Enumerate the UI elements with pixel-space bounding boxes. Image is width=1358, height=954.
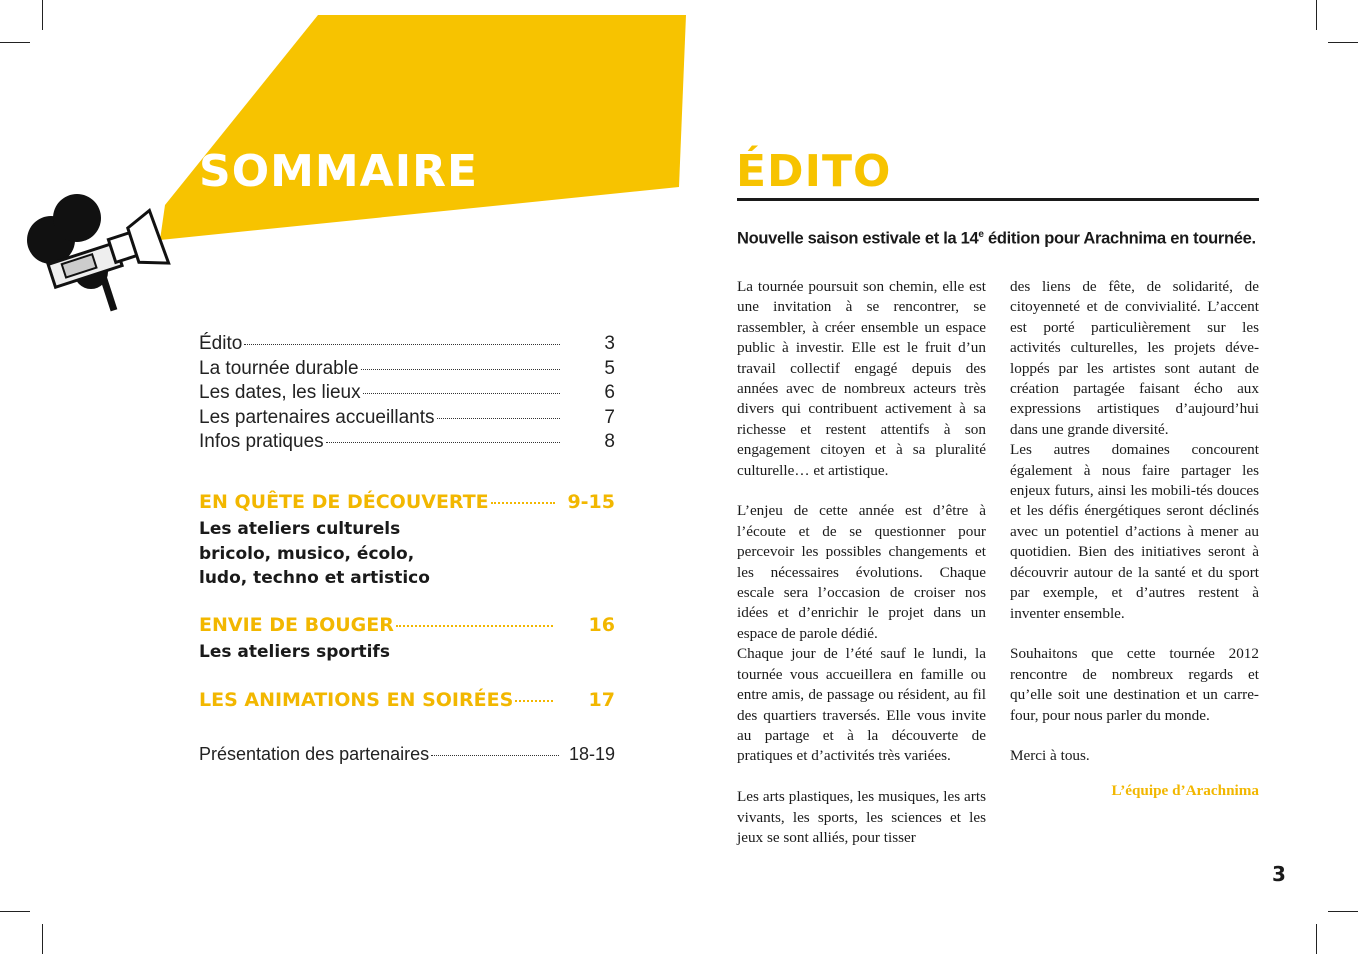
dot-leader — [515, 700, 552, 702]
dot-leader — [396, 625, 553, 627]
edito-column-left — [737, 277, 986, 848]
edito-title: ÉDITO — [736, 146, 892, 197]
toc-entry-label: Les partenaires accueillants — [199, 406, 435, 428]
dot-leader — [361, 369, 561, 370]
sommaire-title: SOMMAIRE — [199, 146, 479, 197]
lead-text: édition pour Arachnima en tournée. — [983, 229, 1256, 248]
lead-text: Nouvelle saison estivale et la 14 — [737, 229, 979, 248]
toc-entry-label: Les dates, les lieux — [199, 382, 361, 403]
toc-entry-label: Présentation des partenaires — [199, 744, 430, 764]
section-subtitle: bricolo, musico, écolo, — [199, 543, 415, 564]
paragraph: Chaque jour de l’été sauf le lundi, la tournée vous accueillera en famille ou entre amis, de passage ou résident, au fil des quartiers traversés. Elle vous invite au partage et à la découverte de pratiques et d’activités très variées. — [737, 645, 986, 765]
section-pages: 17 — [588, 689, 615, 711]
crop-mark — [0, 911, 30, 912]
toc-entry-page: 6 — [604, 382, 615, 403]
edito-lead — [737, 229, 1267, 249]
toc-entry-label: Édito — [199, 333, 243, 354]
toc-entry-page: 7 — [604, 406, 615, 428]
toc-section — [199, 491, 615, 591]
toc-entry-page: 5 — [604, 357, 615, 379]
paragraph: La tournée poursuit son chemin, elle est une invitation à se rencontrer, se rassembler, à créer ensemble un espace public à investir. Elle est le fruit d’un travail collectif engagé depuis des années avec de nombreux acteurs très divers qui contribuent activement à sa richesse et restent attentifs à son engagement citoyen et à sa pluralité culturelle… et artistique. — [737, 278, 986, 479]
paragraph-gap — [737, 481, 986, 501]
section-subtitle: ludo, techno et artistico — [199, 568, 430, 588]
dot-leader — [431, 755, 559, 756]
toc-entry[interactable] — [199, 382, 615, 407]
paragraph: Souhaitons que cette tournée 2012 rencontre de nombreux regards et qu’elle soit une destination et un carre-four, pour nous parler du monde. — [1010, 645, 1259, 724]
paragraph: Merci à tous. — [1010, 747, 1090, 765]
dot-leader — [244, 344, 560, 345]
toc-entry[interactable] — [199, 407, 615, 432]
signature: L’équipe d’Arachnima — [1111, 781, 1259, 799]
paragraph-gap — [1010, 624, 1259, 644]
toc-entry-label: Infos pratiques — [199, 431, 324, 452]
dot-leader — [326, 442, 561, 443]
toc-entry[interactable] — [199, 358, 615, 383]
section-title: LES ANIMATIONS EN SOIRÉES — [199, 689, 514, 711]
crop-mark — [1316, 0, 1317, 30]
section-title: ENVIE DE BOUGER — [199, 614, 394, 636]
toc-entry-label: La tournée durable — [199, 357, 359, 379]
toc-entry[interactable] — [199, 744, 615, 765]
paragraph-gap — [1010, 726, 1259, 746]
crop-mark — [1328, 42, 1358, 43]
section-title: EN QUÊTE DE DÉCOUVERTE — [199, 491, 489, 513]
crop-mark — [1316, 924, 1317, 954]
toc-entry-page: 18-19 — [568, 744, 615, 764]
toc-section — [199, 614, 615, 665]
section-pages: 9-15 — [567, 491, 615, 513]
toc-entry-page: 3 — [604, 333, 615, 354]
paragraph: L’enjeu de cette année est d’être à l’écoute et de se questionner pour percevoir les possibles changements et les nécessaires évolutions. Chaque escale sera l’occasion de croiser nos idées et d’enrichir le projet dans un espace de parole dédié. — [737, 502, 986, 642]
ordinal-suffix: e — [978, 229, 984, 240]
movie-camera-icon — [24, 190, 174, 320]
section-subtitle: Les ateliers culturels — [199, 519, 401, 539]
table-of-contents — [199, 333, 615, 456]
toc-entry-page: 8 — [604, 431, 615, 452]
title-rule — [737, 198, 1259, 201]
toc-section-heading[interactable] — [199, 491, 615, 517]
crop-mark — [1328, 911, 1358, 912]
section-subtitle: Les ateliers sportifs — [199, 642, 390, 662]
paragraph: Les arts plastiques, les musiques, les arts vivants, les sports, les sciences et les jeux se sont alliés, pour tisser — [737, 788, 986, 846]
toc-entry[interactable] — [199, 333, 615, 358]
edito-column-right — [1010, 277, 1259, 801]
paragraph: Les autres domaines concourent également à nous faire partager les enjeux futurs, ainsi les mobili-tés douces et les défis énergétiques seront déclinés avec un potentiel d’actions à mener au quotidien. Bien des initiatives seront à découvrir autour de la santé et du sport par exemple, et d’autres restent à inventer ensemble. — [1010, 441, 1259, 622]
toc-section-heading[interactable] — [199, 614, 615, 640]
dot-leader — [491, 502, 556, 504]
section-pages: 16 — [588, 614, 615, 636]
paragraph: des liens de fête, de solidarité, de citoyenneté et de convivialité. L’accent est porté particulièrement sur les activités culturelles, les projets déve-loppés par les artistes sont autant de création partagée faisant écho aux expressions artistiques d’aujourd’hui dans une grande diversité. — [1010, 278, 1259, 438]
dot-leader — [437, 418, 561, 419]
toc-section-heading[interactable] — [199, 689, 615, 715]
toc-section — [199, 689, 615, 715]
toc-partners — [199, 744, 615, 765]
dot-leader — [363, 393, 561, 394]
crop-mark — [42, 924, 43, 954]
toc-entry[interactable] — [199, 431, 615, 456]
paragraph-gap — [737, 767, 986, 787]
page-number: 3 — [1272, 862, 1286, 886]
